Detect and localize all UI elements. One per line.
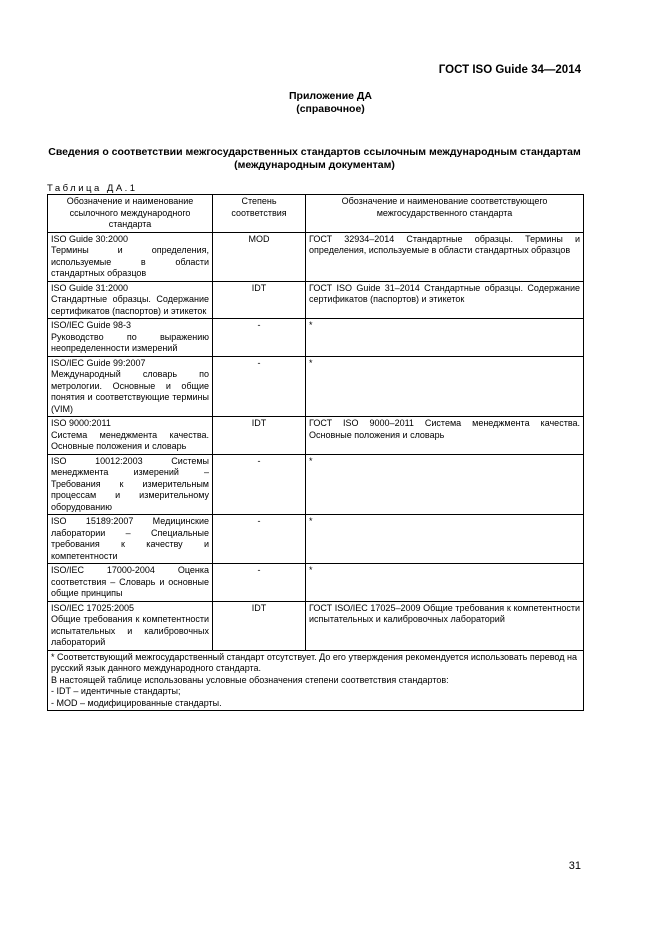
reference-cell-line: Общие требования к компетентности испытательных и калибровочных лабораторий: [51, 614, 209, 647]
table-row: [48, 281, 584, 319]
table-caption: Таблица ДА.1: [47, 183, 138, 194]
gost-cell-line: ГОСТ 32934–2014 Стандартные образцы. Термины и определения, используемые в области стандартных образцов: [309, 233, 580, 255]
gost-cell: [306, 564, 584, 602]
reference-cell-line: Руководство по выражению неопределенности измерений: [51, 331, 209, 353]
degree-cell-line: -: [257, 565, 261, 575]
degree-cell-line: -: [257, 516, 261, 526]
gost-cell: [306, 232, 584, 281]
reference-cell: [48, 356, 213, 417]
column-header-degree: Степень соответствия: [213, 195, 306, 233]
gost-cell-line: ГОСТ ISO/IEC 17025–2009 Общие требования к компетентности испытательных и калибровочных лабораторий: [309, 602, 580, 624]
table-row: [48, 232, 584, 281]
reference-cell: [48, 601, 213, 650]
reference-cell: [48, 232, 213, 281]
table-body: [48, 232, 584, 650]
footnote-line: - IDT – идентичные стандарты;: [51, 686, 181, 696]
page-number: 31: [568, 860, 581, 872]
degree-cell-line: -: [257, 357, 261, 368]
reference-cell: [48, 281, 213, 319]
table-row: [48, 601, 584, 650]
reference-cell-line: ISO/IEC Guide 98-3: [51, 320, 132, 330]
document-standard-header: ГОСТ ISO Guide 34—2014: [438, 64, 581, 76]
reference-cell-line: ISO 10012:2003 Системы менеджмента измерений – Требования к измерительным процессам и измерительному оборудованию: [51, 455, 209, 512]
reference-cell: [48, 417, 213, 455]
annex-title: Приложение ДА: [289, 90, 372, 102]
degree-cell: [213, 232, 306, 281]
gost-cell: [306, 356, 584, 417]
gost-cell-line: ГОСТ ISO Guide 31–2014 Стандартные образцы. Содержание сертификатов (паспортов) и этикеток: [309, 282, 580, 304]
gost-cell-line: ГОСТ ISO 9000–2011 Система менеджмента качества. Основные положения и словарь: [309, 418, 580, 440]
table-row: [48, 356, 584, 417]
reference-cell-line: ISO/IEC 17025:2005: [51, 602, 135, 613]
reference-cell-line: ISO/IEC 17000-2004 Оценка соответствия – Словарь и основные общие принципы: [51, 565, 209, 598]
table-footnote-row: [48, 650, 584, 711]
degree-cell: [213, 454, 306, 515]
degree-cell: [213, 417, 306, 455]
degree-cell: [213, 564, 306, 602]
degree-cell-line: -: [257, 320, 261, 330]
gost-cell: [306, 417, 584, 455]
gost-cell: [306, 319, 584, 357]
degree-cell-line: IDT: [251, 282, 267, 293]
reference-cell: [48, 454, 213, 515]
correspondence-table: [47, 194, 584, 711]
reference-cell: [48, 515, 213, 564]
reference-cell-line: Стандартные образцы. Содержание сертификатов (паспортов) и этикеток: [51, 294, 209, 316]
gost-cell: [306, 515, 584, 564]
degree-cell: [213, 601, 306, 650]
table-header-row: [48, 195, 584, 233]
table-row: [48, 454, 584, 515]
gost-cell-line: *: [309, 320, 313, 330]
gost-cell: [306, 281, 584, 319]
gost-cell: [306, 601, 584, 650]
column-header-reference: Обозначение и наименование ссылочного международного стандарта: [48, 195, 213, 233]
reference-cell-line: ISO Guide 30:2000: [51, 233, 129, 244]
column-header-gost: Обозначение и наименование соответствующего межгосударственного стандарта: [306, 195, 584, 233]
annex-block: [0, 90, 661, 116]
table-row: [48, 515, 584, 564]
section-heading: Сведения о соответствии межгосударственных стандартов ссылочным международным стандартам (международным документам): [48, 146, 581, 171]
degree-cell: [213, 281, 306, 319]
reference-cell: [48, 319, 213, 357]
degree-cell: [213, 515, 306, 564]
degree-cell-line: MOD: [248, 233, 270, 244]
reference-cell-line: ISO 15189:2007 Медицинские лаборатории – Специальные требования к качеству и компетентности: [51, 516, 209, 561]
reference-cell-line: Система менеджмента качества. Основные положения и словарь: [51, 429, 209, 451]
reference-cell-line: ISO/IEC Guide 99:2007: [51, 357, 146, 368]
reference-cell-line: ISO 9000:2011: [51, 418, 111, 428]
gost-cell-line: *: [309, 516, 313, 526]
table-row: [48, 319, 584, 357]
gost-cell-line: *: [309, 565, 313, 575]
footnote-line: В настоящей таблице использованы условные обозначения степени соответствия стандартов:: [51, 674, 449, 685]
table-row: [48, 417, 584, 455]
reference-cell-line: Международный словарь по метрологии. Основные и общие понятия и соответствующие термины (VIM): [51, 369, 209, 414]
reference-cell-line: ISO Guide 31:2000: [51, 282, 129, 293]
reference-cell-line: Термины и определения, используемые в области стандартных образцов: [51, 245, 209, 278]
degree-cell: [213, 319, 306, 357]
degree-cell-line: -: [257, 455, 261, 466]
degree-cell: [213, 356, 306, 417]
annex-subtitle: (справочное): [296, 103, 365, 115]
table-footnote: [48, 650, 584, 711]
degree-cell-line: IDT: [251, 602, 267, 613]
reference-cell: [48, 564, 213, 602]
footnote-line: * Соответствующий межгосударственный стандарт отсутствует. До его утверждения рекомендуется использовать перевод на русский язык данного международного стандарта.: [51, 651, 577, 673]
degree-cell-line: IDT: [251, 418, 267, 428]
gost-cell-line: *: [309, 455, 313, 466]
gost-cell: [306, 454, 584, 515]
footnote-line: - MOD – модифицированные стандарты.: [51, 697, 222, 708]
gost-cell-line: *: [309, 357, 313, 368]
table-row: [48, 564, 584, 602]
